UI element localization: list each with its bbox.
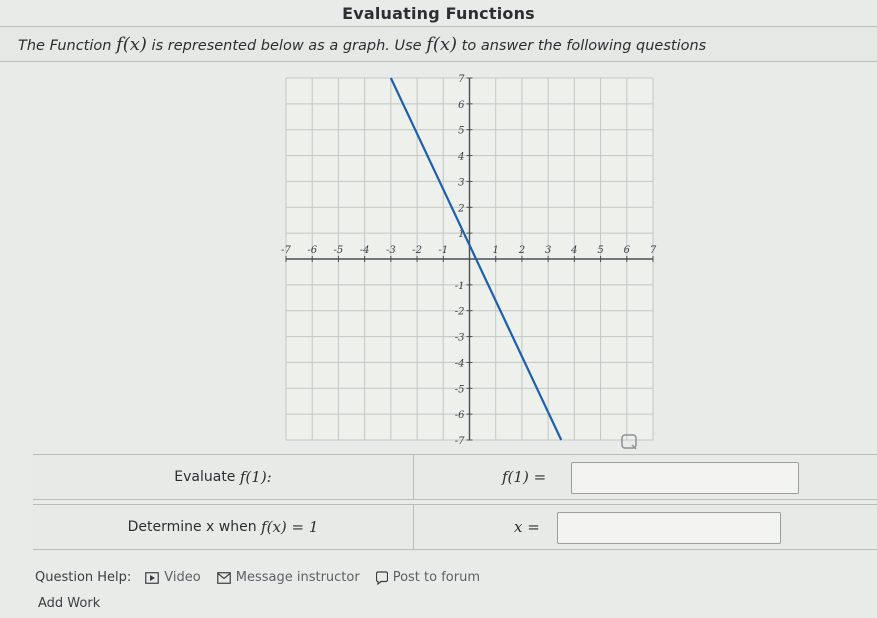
magnify-icon[interactable] xyxy=(621,434,637,450)
y-tick-label: -1 xyxy=(454,280,465,292)
video-icon xyxy=(145,572,159,584)
instruction-middle: is represented below as a graph. Use xyxy=(151,37,422,54)
message-instructor-link[interactable] xyxy=(217,570,360,585)
x-tick-label: -4 xyxy=(359,245,370,256)
question-help-label: Question Help: xyxy=(35,570,132,585)
y-tick-label: 6 xyxy=(458,99,465,111)
video-help-link[interactable] xyxy=(145,570,200,585)
answer-lhs: x = xyxy=(514,518,540,536)
question-row-determine xyxy=(33,504,877,550)
x-tick-label: -6 xyxy=(307,245,318,256)
function-symbol: f(x) xyxy=(116,33,147,55)
x-tick-label: 2 xyxy=(518,245,526,256)
y-tick-label: -7 xyxy=(454,436,465,447)
x-tick-label: -2 xyxy=(412,245,422,256)
question-label xyxy=(33,455,414,499)
y-tick-label: 2 xyxy=(458,203,465,215)
answer-cell xyxy=(414,455,877,499)
y-tick-label: -6 xyxy=(454,410,465,422)
x-tick-label: 3 xyxy=(544,245,552,256)
x-tick-label: 4 xyxy=(571,245,578,256)
question-expression: f(1): xyxy=(239,468,272,486)
instruction-bar xyxy=(0,27,877,62)
y-tick-label: 4 xyxy=(458,151,465,163)
mail-icon xyxy=(217,572,231,584)
video-help-label: Video xyxy=(164,570,201,585)
function-graph xyxy=(266,68,666,452)
y-tick-label: -2 xyxy=(454,306,465,318)
instruction-suffix: to answer the following questions xyxy=(461,37,707,54)
answer-input-f1[interactable] xyxy=(571,462,799,494)
answer-lhs: f(1) = xyxy=(502,468,547,486)
x-tick-label: 5 xyxy=(597,245,604,256)
x-tick-label: -7 xyxy=(281,245,291,256)
y-tick-label: -3 xyxy=(454,332,465,344)
y-tick-label: 7 xyxy=(458,74,465,85)
instruction-prefix: The Function xyxy=(18,37,112,54)
answer-input-x[interactable] xyxy=(557,512,781,544)
page-title: Evaluating Functions xyxy=(342,3,535,23)
x-tick-label: 7 xyxy=(649,245,657,256)
post-to-forum-link[interactable] xyxy=(376,570,480,585)
y-tick-label: 3 xyxy=(458,177,465,189)
question-row-evaluate xyxy=(33,454,877,500)
message-instructor-label: Message instructor xyxy=(235,570,360,585)
question-text: Evaluate xyxy=(174,469,236,485)
x-tick-label: -3 xyxy=(385,245,396,256)
instruction-text xyxy=(0,34,706,55)
y-tick-label: 5 xyxy=(458,125,465,137)
chat-bubble-icon xyxy=(376,571,388,585)
x-tick-label: 6 xyxy=(623,245,630,256)
answer-cell xyxy=(414,505,877,549)
post-to-forum-label: Post to forum xyxy=(392,570,480,585)
x-tick-label: -5 xyxy=(333,245,344,256)
title-bar xyxy=(0,0,877,27)
question-help-bar xyxy=(35,570,490,585)
x-tick-label: 1 xyxy=(492,245,499,256)
question-text: Determine x when xyxy=(127,519,257,535)
graph-svg xyxy=(266,68,666,452)
y-tick-label: 1 xyxy=(458,229,465,241)
add-work-link[interactable]: Add Work xyxy=(38,596,101,611)
question-expression: f(x) = 1 xyxy=(261,518,319,536)
function-symbol: f(x) xyxy=(426,33,458,55)
y-tick-label: -5 xyxy=(454,384,465,396)
question-label xyxy=(33,505,414,549)
x-tick-label: -1 xyxy=(438,245,449,256)
y-tick-label: -4 xyxy=(454,358,465,370)
